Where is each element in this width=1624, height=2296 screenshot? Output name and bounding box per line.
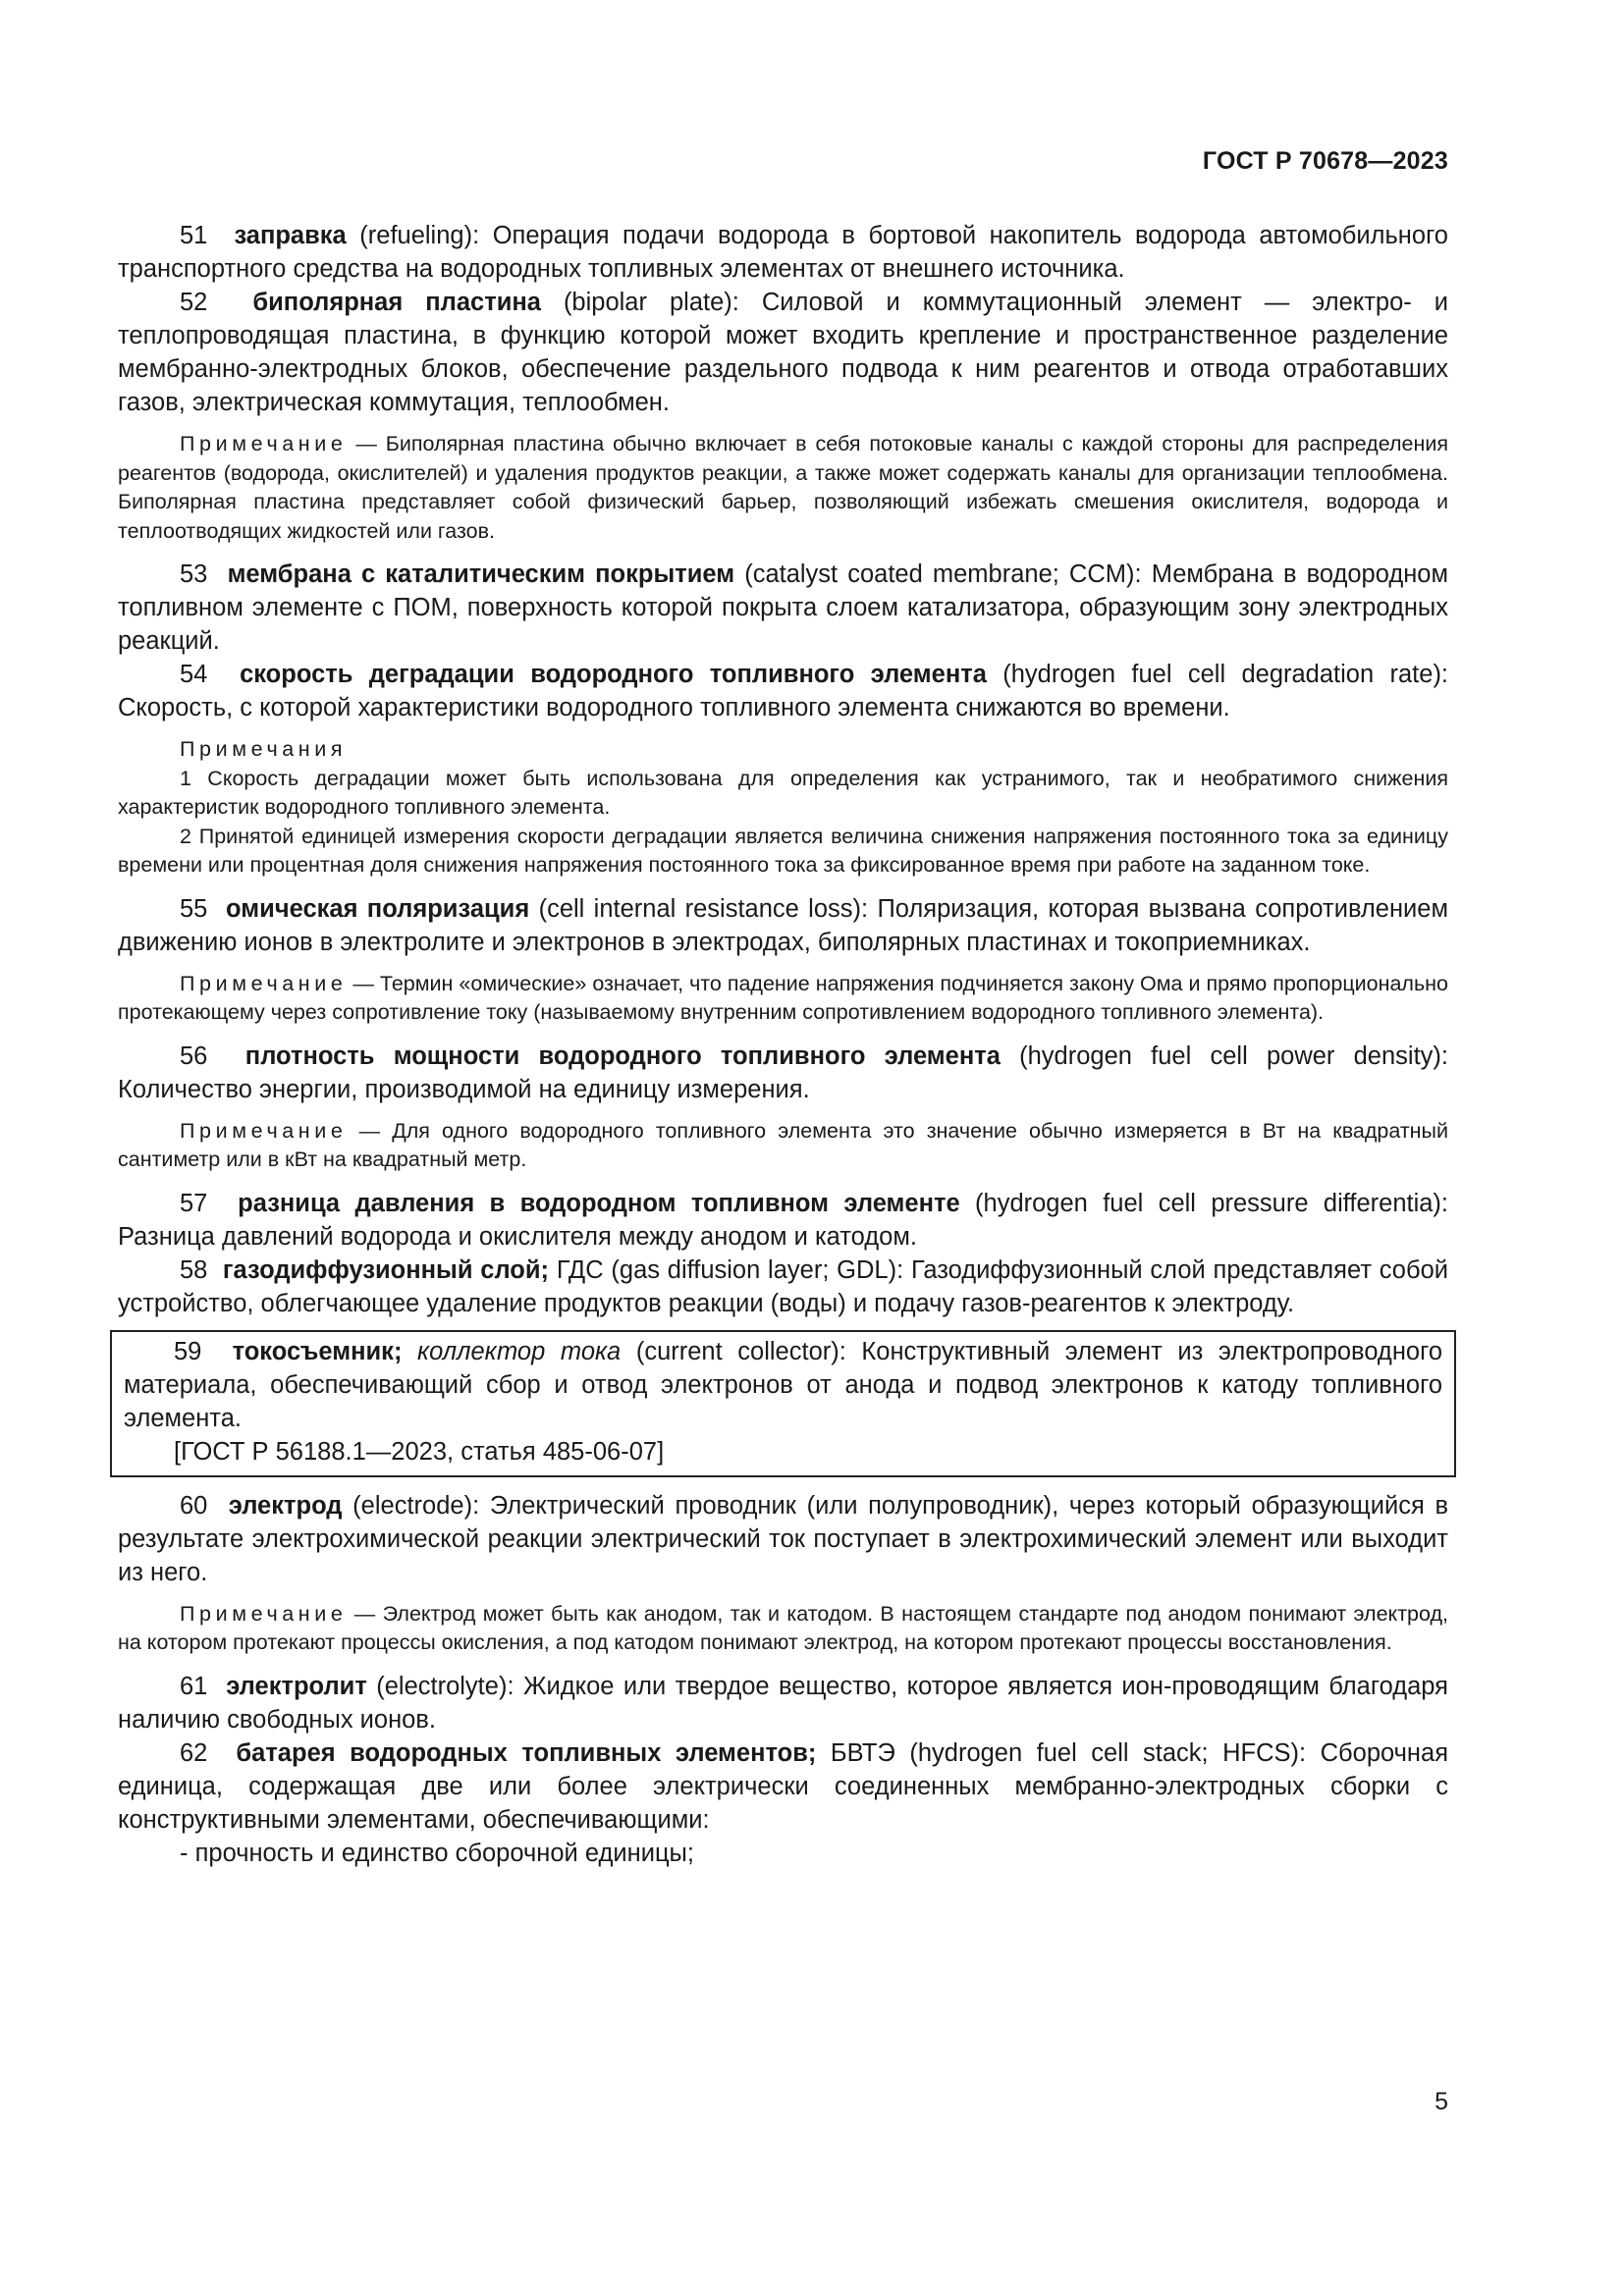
term-number: 60: [180, 1491, 208, 1520]
term-number: 54: [180, 661, 208, 688]
term-number: 53: [180, 561, 208, 588]
term-definition: Разница давлений водорода и окислителя между анодом и катодом.: [118, 1222, 917, 1251]
note-text: Биполярная пластина обычно включает в себя потоковые каналы с каждой стороны для распределения реагентов (водорода, окислителей) и удаления продуктов реакции, а также может содержать каналы для организации теплообмена. Биполярная пластина представляет собой физический барьер, позволяющий избежать смешения окислителя, водорода и теплоотводящих жидкостей или газов.: [118, 432, 1448, 543]
term-definition: Силовой и коммутационный элемент — электро- и теплопроводящая пластина, в функцию которой может входить крепление и пространственное разделение мембранно-электродных блоков, обеспечение раздельного подвода к ним реагентов и отвода отработавших газов, электрическая коммутация, теплообмен.: [118, 289, 1449, 416]
term-entry-54: [118, 658, 1448, 724]
term-number: 51: [180, 222, 208, 249]
term-abbreviation: БВТЭ: [816, 1738, 895, 1767]
note-label: Примечание: [180, 1118, 348, 1143]
term-definition: Конструктивный элемент из электропроводного материала, обеспечивающий сбор и отвод электронов от анода и подвод электронов к катоду топливного элемента.: [124, 1337, 1443, 1432]
term-title: плотность мощности водородного топливного элемента: [244, 1041, 1001, 1070]
term-definition: Мембрана в водородном топливном элементе с ПОМ, поверхность которой покрыта слоем катализатора, образующим зону электродных реакций.: [118, 561, 1449, 655]
note-dash: —: [347, 971, 380, 995]
term-number: 61: [180, 1672, 208, 1700]
term-entry-57: [118, 1187, 1448, 1254]
notes-label: Примечания: [180, 737, 348, 761]
term-title: газодиффузионный слой;: [222, 1255, 550, 1284]
term-title: электрод: [228, 1491, 343, 1520]
term-entry-53: [118, 558, 1448, 658]
source-reference: [ГОСТ Р 56188.1—2023, статья 485-06-07]: [174, 1437, 665, 1466]
note-56: [118, 1117, 1448, 1175]
term-english: (current collector):: [621, 1337, 862, 1365]
term-abbreviation: ГДС: [549, 1255, 604, 1284]
notes-label-54: [118, 735, 1448, 765]
term-definition: Количество энергии, производимой на единицу измерения.: [118, 1075, 810, 1103]
note-60: [118, 1600, 1448, 1658]
term-entry-52: [118, 286, 1448, 419]
term-english: (hydrogen fuel cell degradation rate):: [986, 661, 1449, 688]
term-title: мембрана с каталитическим покрытием: [227, 561, 735, 588]
boxed-term-59: [110, 1330, 1456, 1477]
note-text: Термин «омические» означает, что падение напряжения подчиняется закону Ома и прямо пропорционально протекающему через сопротивление току (называемому внутренним сопротивлением водородного топливного элемента).: [118, 971, 1449, 1024]
term-number: 59: [174, 1337, 202, 1365]
term-english: (hydrogen fuel cell pressure differentia):: [959, 1189, 1449, 1217]
note-text: Для одного водородного топливного элемента это значение обычно измеряется в Вт на квадратный сантиметр или в кВт на квадратный метр.: [118, 1118, 1448, 1171]
term-english: (hydrogen fuel cell stack; HFCS):: [894, 1738, 1321, 1767]
term-number: 62: [180, 1738, 208, 1767]
note-52: [118, 430, 1448, 546]
term-title: биполярная пластина: [252, 289, 541, 316]
term-entry-59: [124, 1335, 1442, 1435]
term-title: токосъемник;: [232, 1337, 403, 1365]
note-55: [118, 970, 1448, 1028]
term-entry-61: [118, 1670, 1448, 1736]
term-english: (refueling):: [346, 222, 493, 249]
list-item: - прочность и единство сборочной единицы;: [180, 1839, 694, 1867]
term-entry-55: [118, 892, 1448, 959]
note-54-1: 1 Скорость деградации может быть использована для определения как устранимого, так и необратимого снижения характеристик водородного топливного элемента.: [118, 766, 1448, 819]
term-english: (catalyst coated membrane; CCM):: [734, 561, 1152, 588]
term-english: (electrode):: [342, 1491, 490, 1520]
note-text: Электрод может быть как анодом, так и катодом. В настоящем стандарте под анодом понимают электрод, на котором протекают процессы окисления, а под катодом понимают электрод, на котором протекают процессы восстановления.: [118, 1601, 1449, 1654]
document-body: [118, 219, 1448, 1870]
term-english: (electrolyte):: [366, 1672, 523, 1700]
note-dash: —: [347, 1118, 393, 1143]
term-entry-51: [118, 219, 1448, 286]
term-number: 52: [180, 289, 208, 316]
term-synonym: коллектор тока: [417, 1337, 622, 1365]
term-entry-60: [118, 1489, 1448, 1589]
term-title: батарея водородных топливных элементов;: [236, 1738, 817, 1767]
term-definition: Скорость, с которой характеристики водородного топливного элемента снижаются во времени.: [118, 694, 1230, 721]
term-title: омическая поляризация: [226, 894, 530, 923]
term-definition: Электрический проводник (или полупроводник), через который образующийся в результате электрохимической реакции электрический ток поступает в электрохимический элемент или выходит из него.: [118, 1491, 1448, 1586]
note-label: Примечание: [180, 971, 348, 995]
note-label: Примечание: [180, 432, 348, 455]
note-54-2: 2 Принятой единицей измерения скорости деградации является величина снижения напряжения постоянного тока за единицу времени или процентная доля снижения напряжения постоянного тока за фиксированное время при работе на заданном токе.: [118, 824, 1448, 877]
term-title: разница давления в водородном топливном элементе: [238, 1189, 960, 1217]
term-definition: Сборочная единица, содержащая две или более электрически соединенных мембранно-электродных сборки с конструктивными элементами, обеспечивающими:: [118, 1738, 1449, 1834]
term-number: 56: [180, 1041, 208, 1070]
term-english: (gas diffusion layer; GDL):: [603, 1255, 911, 1284]
term-english: (cell internal resistance loss):: [529, 894, 878, 923]
term-definition: Операция подачи водорода в бортовой накопитель водорода автомобильного транспортного средства на водородных топливных элементах от внешнего источника.: [118, 222, 1448, 283]
term-title: электролит: [226, 1672, 367, 1700]
term-number: 57: [180, 1189, 208, 1217]
page-number: 5: [1435, 2088, 1448, 2115]
term-english: (hydrogen fuel cell power density):: [1000, 1041, 1448, 1070]
note-label: Примечание: [180, 1601, 348, 1626]
term-number: 58: [180, 1255, 208, 1284]
document-header: ГОСТ Р 70678—2023: [1202, 147, 1448, 175]
term-title: скорость деградации водородного топливного элемента: [240, 661, 987, 688]
term-definition: Жидкое или твердое вещество, которое является ион-проводящим благодаря наличию свободных ионов.: [118, 1672, 1448, 1734]
term-entry-58: [118, 1254, 1448, 1320]
term-title: заправка: [234, 222, 347, 249]
term-entry-56: [118, 1040, 1448, 1106]
term-number: 55: [180, 894, 208, 923]
term-entry-62: [118, 1736, 1448, 1837]
term-definition: Газодиффузионный слой представляет собой устройство, облегчающее удаление продуктов реакции (воды) и подачу газов-реагентов к электроду.: [118, 1255, 1449, 1317]
document-page: [118, 0, 1448, 2296]
note-dash: —: [347, 1601, 383, 1626]
term-english: (bipolar plate):: [540, 289, 762, 316]
term-definition: Поляризация, которая вызвана сопротивлением движению ионов в электролите и электронов в электродах, биполярных пластинах и токоприемниках.: [118, 894, 1449, 956]
note-dash: —: [347, 432, 386, 455]
